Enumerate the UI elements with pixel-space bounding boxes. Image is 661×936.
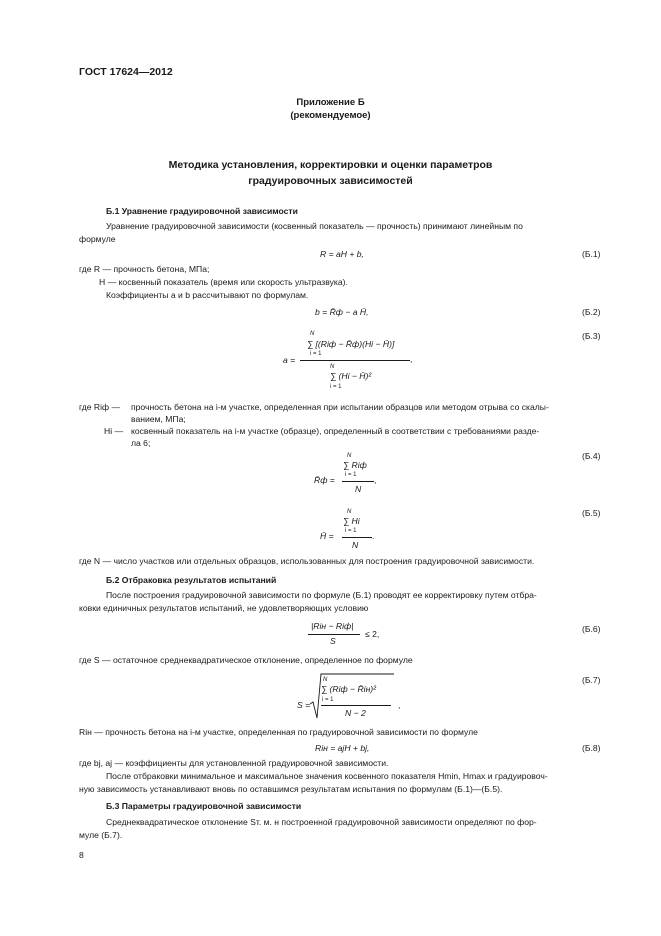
equation-b5-fraction-bar: [342, 537, 372, 538]
where-s: где S — остаточное среднеквадратическое отклонение, определенное по формуле: [79, 655, 413, 665]
equation-b4-number: (Б.4): [582, 451, 601, 461]
equation-b5-limit-top: N: [347, 509, 352, 515]
equation-b3-lhs: a =: [283, 355, 296, 365]
equation-b5-numerator: ∑ Hi: [343, 516, 360, 526]
equation-b4-limit-top: N: [347, 453, 352, 459]
b2-para2-line1: После отбраковки минимальное и максимальное значения косвенного показателя Hmin, Hmax и градуировоч-: [106, 771, 548, 781]
equation-b4-fraction-bar: [342, 481, 374, 482]
b2-para1-line1: После построения градуировочной зависимости по формуле (Б.1) проводят ее корректировку путем отбра-: [106, 590, 537, 600]
b1-intro-line2: формуле: [79, 234, 116, 244]
equation-b3-fraction-bar: [300, 360, 410, 361]
equation-b3-number: (Б.3): [582, 331, 601, 341]
equation-b7-fraction-bar: [321, 705, 391, 706]
equation-b6-fraction-bar: [308, 634, 360, 635]
equation-b5-comma: .: [372, 531, 375, 541]
equation-b1: R = aH + b,: [320, 249, 364, 259]
doc-title-line1: Методика установления, корректировки и оценки параметров: [168, 159, 493, 171]
equation-b3-numerator: ∑ [(Riф − R̄ф)(Hi − H̄)]: [307, 339, 395, 349]
equation-b7-denominator: N − 2: [345, 708, 366, 718]
equation-b1-number: (Б.1): [582, 249, 601, 259]
b2-para1-line2: ковки единичных результатов испытаний, не удовлетворяющих условию: [79, 603, 369, 613]
equation-b4-denominator: N: [355, 484, 362, 494]
where-rif-line1: прочность бетона на i-м участке, определенная при испытании образцов или методом отрыва со скалы-: [131, 402, 549, 412]
where-h: H — косвенный показатель (время или скорость ультразвука).: [99, 277, 348, 287]
equation-b8: Riн = ajH + bj,: [315, 743, 370, 753]
equation-b6-rhs: ≤ 2,: [365, 629, 380, 639]
section-b1-heading: Б.1 Уравнение градуировочной зависимости: [106, 206, 298, 216]
doc-title-line2: градуировочных зависимостей: [248, 175, 413, 187]
equation-b3-den-limit-bottom: i = 1: [330, 384, 342, 390]
equation-b3-limit-bottom: i = 1: [310, 351, 322, 357]
equation-b7-lhs: S =: [297, 700, 311, 710]
section-b2-heading: Б.2 Отбраковка результатов испытаний: [106, 575, 277, 585]
equation-b4-lhs: R̄ф =: [314, 475, 335, 485]
equation-b5-denominator: N: [352, 540, 359, 550]
equation-b3-den-limit-top: N: [330, 364, 335, 370]
equation-b7-number: (Б.7): [582, 675, 601, 685]
equation-b7-numerator: ∑ (Riф − R̄iн)²: [321, 684, 377, 694]
equation-b2-number: (Б.2): [582, 307, 601, 317]
where-n: где N — число участков или отдельных образцов, использованных для построения градуировочной зависимости.: [79, 556, 535, 566]
equation-b2: b = R̄ф − a H̄,: [315, 307, 369, 317]
equation-b4-limit-bottom: i = 1: [345, 472, 357, 478]
equation-b6-denominator: S: [330, 636, 336, 646]
equation-b6-number: (Б.6): [582, 624, 601, 634]
equation-b3-denominator: ∑ (Hi − H̄)²: [330, 371, 372, 381]
equation-b5-limit-bottom: i = 1: [345, 528, 357, 534]
where-rif-label: где Riф —: [79, 402, 121, 412]
equation-b8-number: (Б.8): [582, 743, 601, 753]
equation-b7-limit-top: N: [323, 677, 328, 683]
b3-para1-line1: Среднеквадратическое отклонение Sт. м. н построенной градуировочной зависимости определяют по фор-: [106, 817, 537, 827]
where-hi-line1: косвенный показатель на i-м участке (образце), определенный в соответствии с требованиями разде-: [131, 426, 540, 436]
where-rin: Riн — прочность бетона на i-м участке, определенная по градуировочной зависимости по формуле: [79, 727, 478, 737]
where-bj: где bj, aj — коэффициенты для установленной градуировочной зависимости.: [79, 758, 389, 768]
where-hi-line2: ла 6;: [131, 438, 151, 448]
appendix-title: Приложение Б: [296, 97, 365, 108]
equation-b3-limit-top: N: [310, 331, 315, 337]
section-b3-heading: Б.3 Параметры градуировочной зависимости: [106, 801, 302, 811]
equation-b4-comma: ,: [374, 475, 377, 485]
where-rif-line2: ванием, МПа;: [131, 414, 186, 424]
appendix-status: (рекомендуемое): [290, 110, 371, 121]
coefficients-text: Коэффициенты a и b рассчитывают по формулам.: [106, 290, 309, 300]
where-r: где R — прочность бетона, МПа;: [79, 264, 210, 274]
equation-b6-numerator: |Riн − Riф|: [311, 621, 354, 631]
equation-b5-number: (Б.5): [582, 508, 601, 518]
equation-b7-limit-bottom: i = 1: [322, 697, 334, 703]
standard-header: ГОСТ 17624—2012: [79, 66, 173, 78]
equation-b5-lhs: H̄ =: [320, 531, 334, 541]
equation-b3-comma: ,: [410, 354, 413, 364]
equation-b4-numerator: ∑ Riф: [343, 460, 367, 470]
page-number: 8: [79, 850, 84, 860]
equation-b7-comma: ,: [398, 700, 401, 710]
where-hi-label: Hi —: [104, 426, 124, 436]
b1-intro-line1: Уравнение градуировочной зависимости (косвенный показатель — прочность) принимают линейным по: [106, 221, 523, 231]
b2-para2-line2: ную зависимость устанавливают вновь по оставшимся результатам испытания по формулам (Б.1)—(Б.5).: [79, 784, 503, 794]
b3-para1-line2: муле (Б.7).: [79, 830, 123, 840]
